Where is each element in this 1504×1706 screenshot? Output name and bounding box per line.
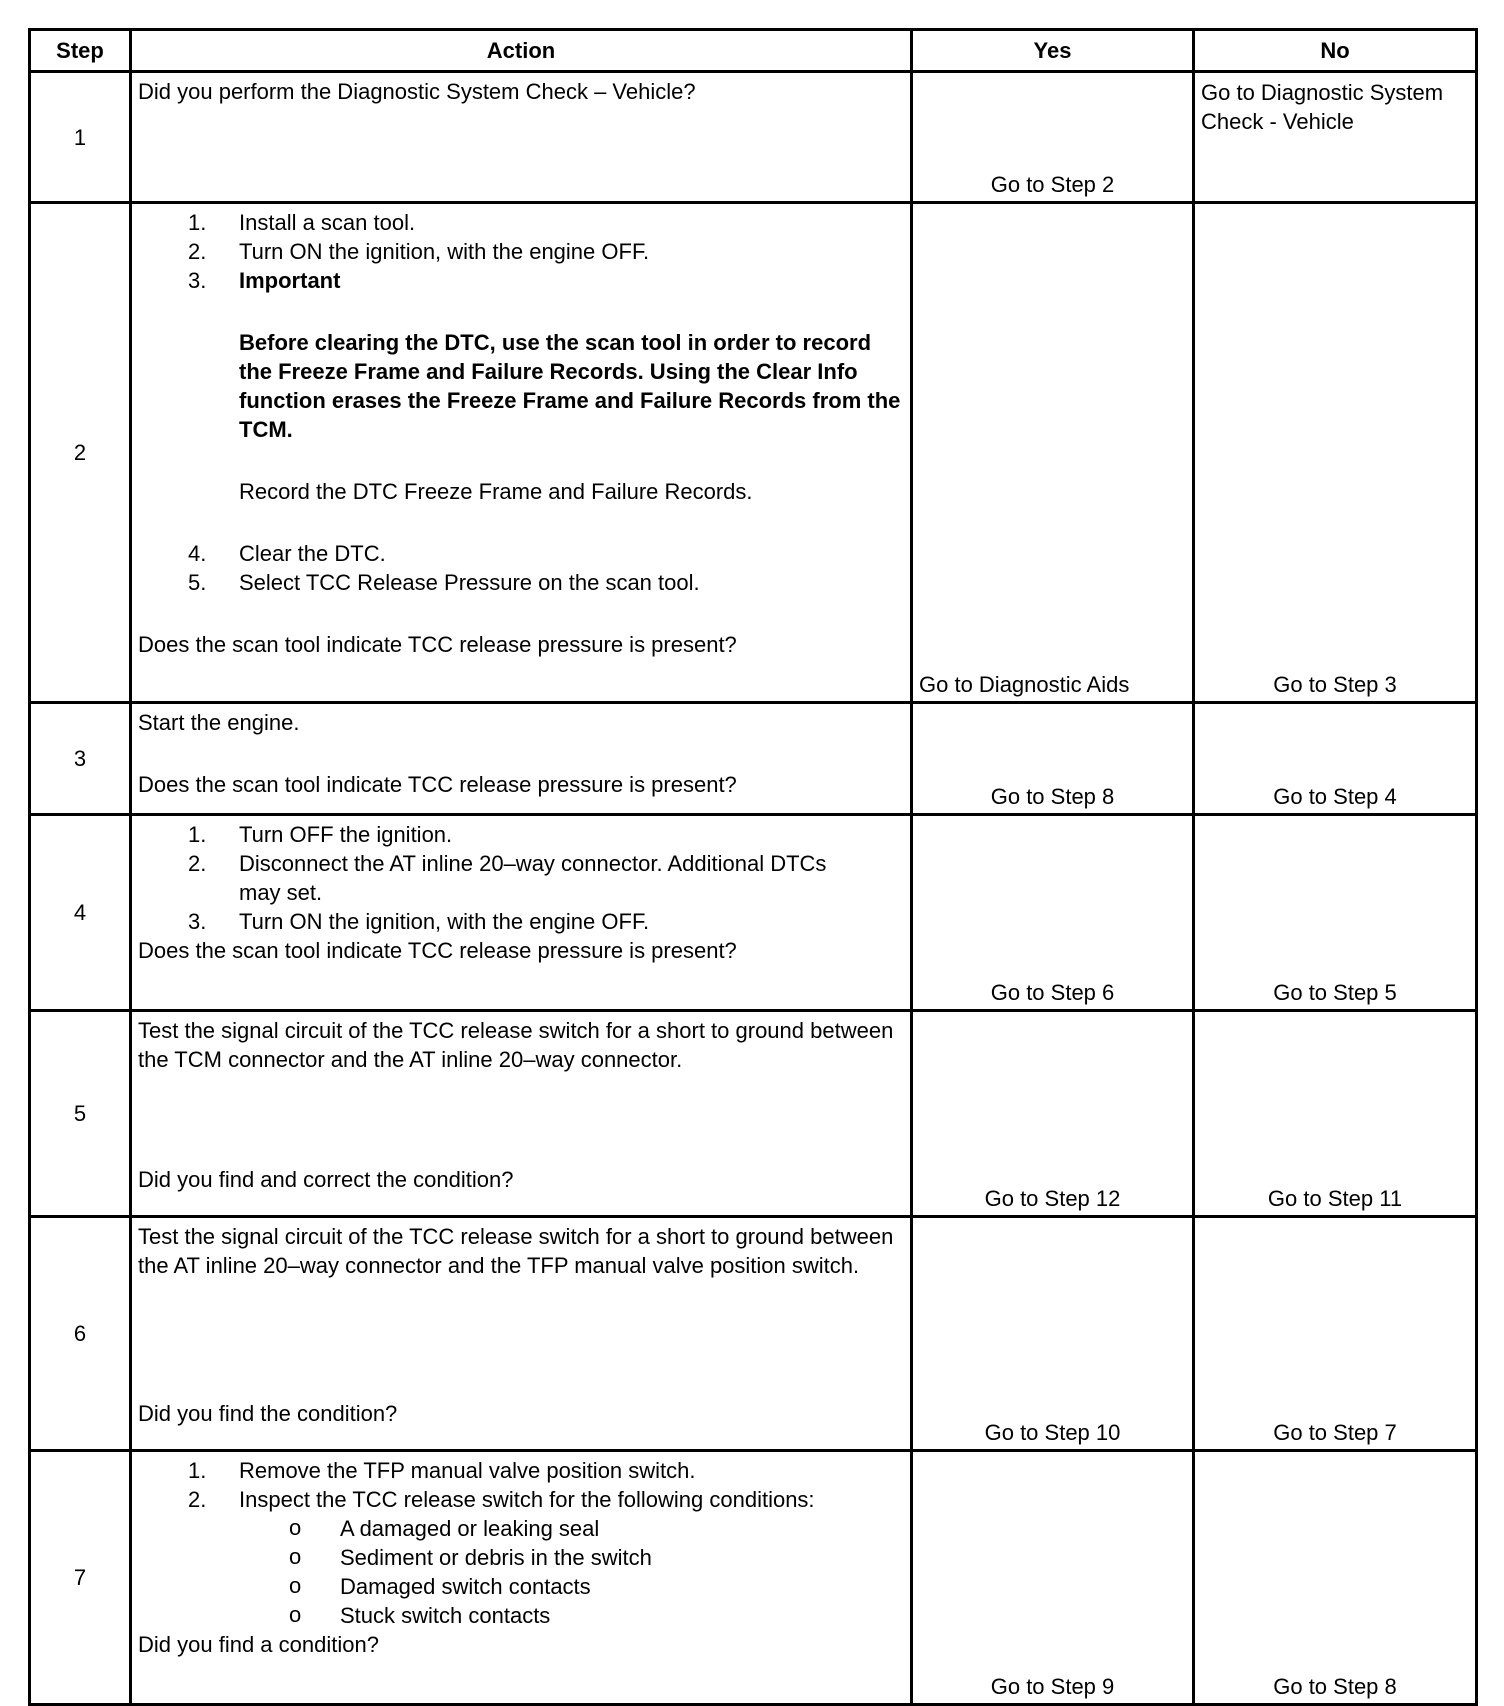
bullet-icon: o xyxy=(289,1515,302,1540)
yes-cell xyxy=(912,72,1194,203)
list-text: Turn ON the ignition, with the engine OFF. xyxy=(239,239,650,264)
yes-cell xyxy=(912,815,1194,1011)
list-text: Stuck switch contacts xyxy=(340,1603,551,1628)
action-cell xyxy=(131,203,912,703)
step-number: 4 xyxy=(30,815,131,1011)
list-text: Clear the DTC. xyxy=(239,541,386,566)
list-text: Select TCC Release Pressure on the scan tool. xyxy=(239,570,700,595)
list-text: Turn OFF the ignition. xyxy=(239,822,453,847)
list-item xyxy=(239,1514,906,1543)
list-item xyxy=(239,1601,906,1630)
table-row xyxy=(30,1451,1477,1705)
yes-outcome: Go to Step 10 xyxy=(984,1420,1121,1445)
table-header-row xyxy=(30,30,1477,72)
yes-outcome: Go to Step 6 xyxy=(990,980,1115,1005)
bullet-icon: o xyxy=(289,1602,302,1627)
list-item xyxy=(138,237,906,266)
yes-cell xyxy=(912,1451,1194,1705)
yes-outcome: Go to Step 8 xyxy=(990,784,1115,809)
list-item xyxy=(138,907,906,936)
no-cell xyxy=(1194,72,1477,203)
table-row xyxy=(30,72,1477,203)
yes-outcome: Go to Step 12 xyxy=(984,1186,1121,1211)
action-cell xyxy=(131,703,912,815)
list-text: Sediment or debris in the switch xyxy=(340,1545,652,1570)
list-number: 3. xyxy=(188,909,207,934)
important-followup: Record the DTC Freeze Frame and Failure Records. xyxy=(239,479,753,504)
list-item xyxy=(239,1543,906,1572)
action-cell xyxy=(131,1451,912,1705)
action-text: Start the engine. xyxy=(138,710,300,735)
table-row xyxy=(30,203,1477,703)
list-number: 1. xyxy=(188,822,207,847)
action-text: Test the signal circuit of the TCC release switch for a short to ground between the AT inline 20–way connector and the TFP manual valve position switch. xyxy=(138,1224,894,1278)
list-item xyxy=(138,1456,906,1485)
header-yes: Yes xyxy=(912,30,1194,72)
list-number: 2. xyxy=(188,851,207,876)
list-text: Install a scan tool. xyxy=(239,210,416,235)
list-number: 1. xyxy=(188,1458,207,1483)
no-cell xyxy=(1194,1011,1477,1217)
no-outcome: Go to Step 7 xyxy=(1273,1420,1397,1445)
step-number: 6 xyxy=(30,1217,131,1451)
step-number: 5 xyxy=(30,1011,131,1217)
list-item xyxy=(138,266,906,506)
list-item xyxy=(239,1572,906,1601)
action-list xyxy=(138,208,906,597)
list-item xyxy=(138,820,906,849)
question-text: Did you find a condition? xyxy=(138,1632,379,1657)
list-text: A damaged or leaking seal xyxy=(340,1516,600,1541)
list-text: Inspect the TCC release switch for the following conditions: xyxy=(239,1487,815,1512)
yes-outcome: Go to Step 2 xyxy=(990,172,1115,197)
question-text: Did you find the condition? xyxy=(138,1401,398,1426)
question-text: Does the scan tool indicate TCC release pressure is present? xyxy=(138,632,737,657)
action-list xyxy=(138,820,906,936)
no-cell xyxy=(1194,1451,1477,1705)
step-number: 1 xyxy=(30,72,131,203)
action-text: Test the signal circuit of the TCC release switch for a short to ground between the TCM connector and the AT inline 20–way connector. xyxy=(138,1018,894,1072)
list-item xyxy=(138,1485,906,1630)
table-row xyxy=(30,1217,1477,1451)
no-outcome: Go to Step 5 xyxy=(1273,980,1397,1005)
no-outcome: Go to Diagnostic System Check - Vehicle xyxy=(1201,80,1444,134)
yes-outcome: Go to Step 9 xyxy=(990,1674,1115,1699)
list-item xyxy=(138,568,906,597)
action-text: Did you perform the Diagnostic System Check – Vehicle? xyxy=(138,79,696,104)
step-number: 7 xyxy=(30,1451,131,1705)
action-cell xyxy=(131,815,912,1011)
yes-cell xyxy=(912,1217,1194,1451)
list-number: 3. xyxy=(188,268,207,293)
no-cell xyxy=(1194,1217,1477,1451)
bullet-icon: o xyxy=(289,1573,302,1598)
list-number: 5. xyxy=(188,570,207,595)
list-text: Disconnect the AT inline 20–way connector. Additional DTCs may set. xyxy=(239,851,827,905)
no-outcome: Go to Step 11 xyxy=(1267,1186,1403,1211)
bullet-icon: o xyxy=(289,1544,302,1569)
table-row xyxy=(30,815,1477,1011)
list-number: 2. xyxy=(188,239,207,264)
yes-cell xyxy=(912,703,1194,815)
no-outcome: Go to Step 3 xyxy=(1273,672,1397,697)
step-number: 2 xyxy=(30,203,131,703)
yes-cell xyxy=(912,1011,1194,1217)
condition-list xyxy=(239,1514,906,1630)
question-text: Does the scan tool indicate TCC release pressure is present? xyxy=(138,772,737,797)
step-number: 3 xyxy=(30,703,131,815)
list-number: 4. xyxy=(188,541,207,566)
list-text: Damaged switch contacts xyxy=(340,1574,591,1599)
list-item xyxy=(138,208,906,237)
list-text: Turn ON the ignition, with the engine OFF. xyxy=(239,909,650,934)
no-outcome: Go to Step 4 xyxy=(1273,784,1397,809)
action-cell xyxy=(131,72,912,203)
table-row xyxy=(30,1011,1477,1217)
no-cell xyxy=(1194,203,1477,703)
header-step: Step xyxy=(30,30,131,72)
list-number: 1. xyxy=(188,210,207,235)
header-no: No xyxy=(1194,30,1477,72)
no-cell xyxy=(1194,703,1477,815)
question-text: Did you find and correct the condition? xyxy=(138,1167,514,1192)
list-number: 2. xyxy=(188,1487,207,1512)
list-item xyxy=(138,849,906,907)
action-cell xyxy=(131,1011,912,1217)
list-item xyxy=(138,539,906,568)
important-note: Before clearing the DTC, use the scan tool in order to record the Freeze Frame and Failure Records. Using the Clear Info function erases the Freeze Frame and Failure Records from the TCM. xyxy=(239,330,901,442)
table-row xyxy=(30,703,1477,815)
no-outcome: Go to Step 8 xyxy=(1273,1674,1397,1699)
question-text: Does the scan tool indicate TCC release pressure is present? xyxy=(138,938,737,963)
list-text: Remove the TFP manual valve position switch. xyxy=(239,1458,696,1483)
yes-outcome: Go to Diagnostic Aids xyxy=(919,672,1130,697)
action-cell xyxy=(131,1217,912,1451)
important-label: Important xyxy=(239,268,341,293)
no-cell xyxy=(1194,815,1477,1011)
header-action: Action xyxy=(131,30,912,72)
action-list xyxy=(138,1456,906,1630)
yes-cell xyxy=(912,203,1194,703)
diagnostic-table xyxy=(28,28,1478,1706)
